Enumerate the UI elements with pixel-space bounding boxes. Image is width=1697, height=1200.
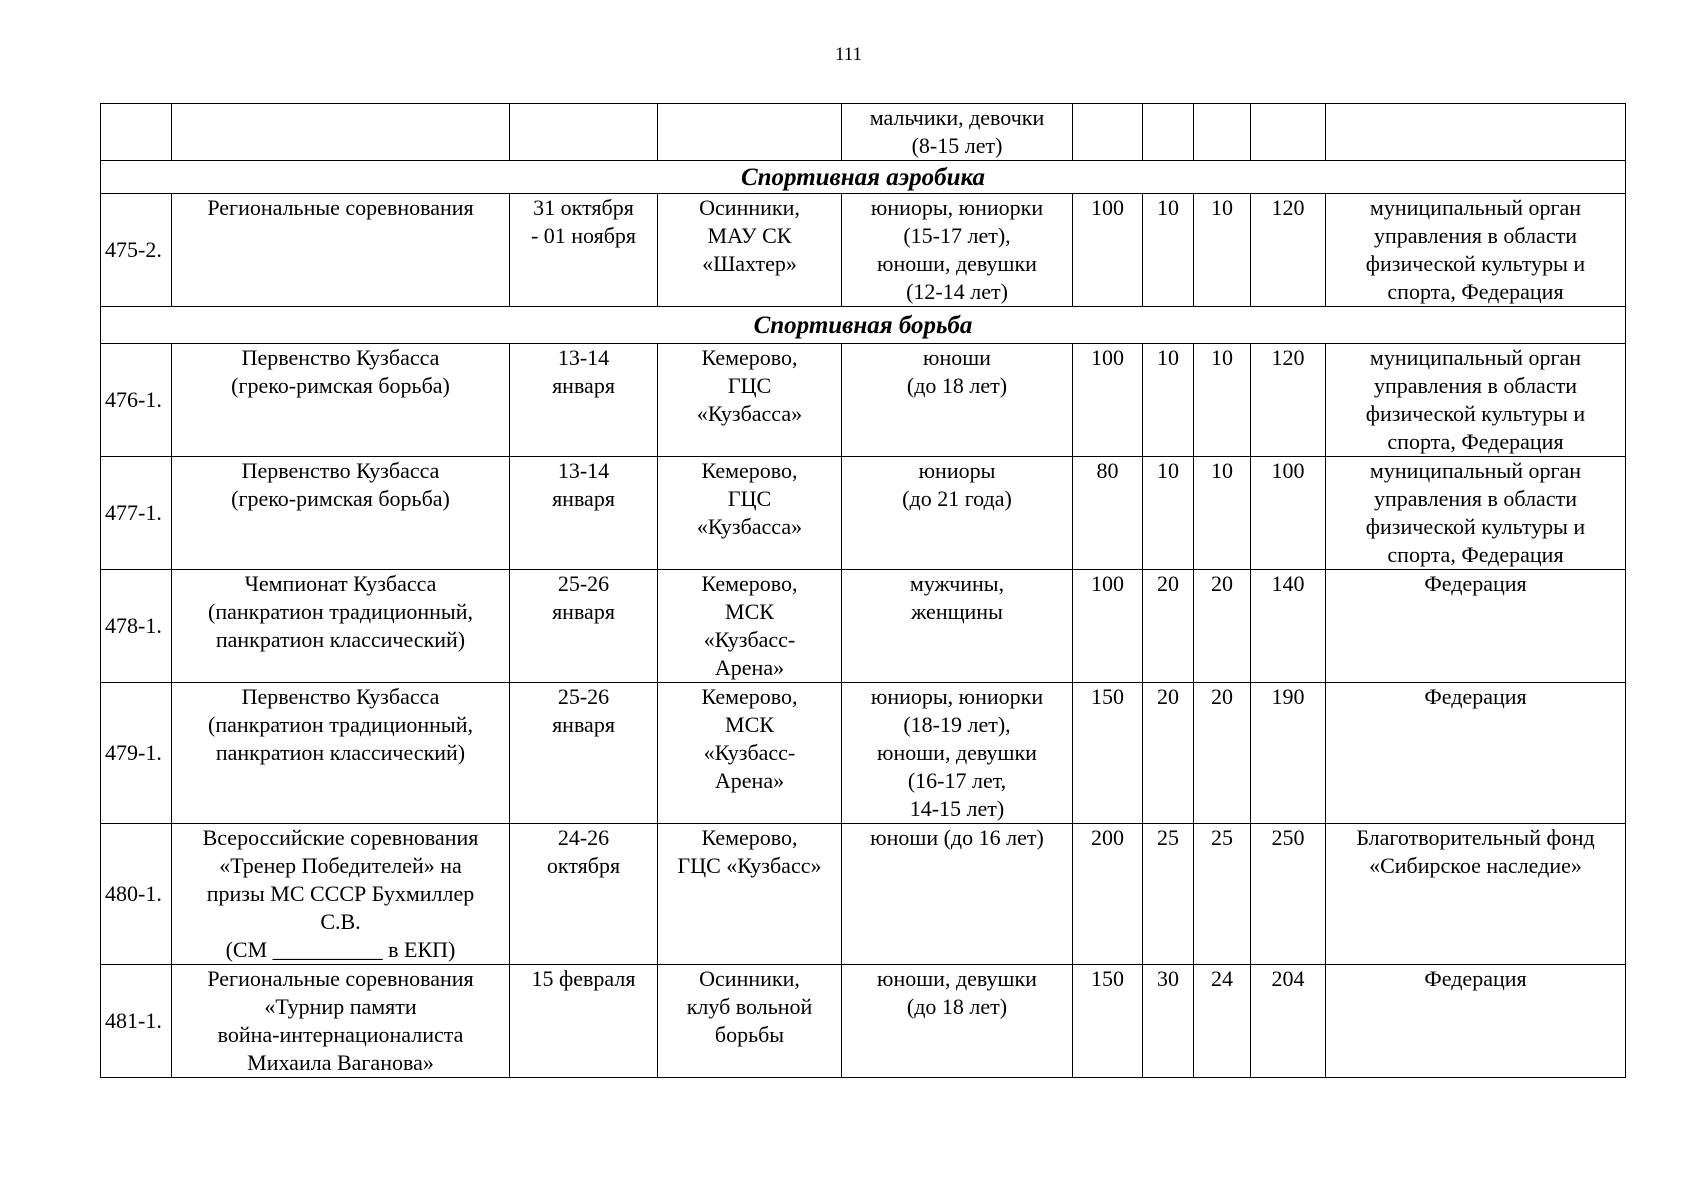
cell-name [172,683,510,824]
cell-count: 25 [1143,824,1194,965]
cell-count: 10 [1194,344,1251,457]
cell-participants [842,344,1073,457]
cell-org [1326,965,1626,1078]
org-line: физической культуры и [1365,514,1586,539]
place-line: «Кузбасс- [703,627,796,652]
table-body [101,104,1626,1078]
cell-place [658,824,842,965]
name-line: Региональные соревнования [207,966,474,991]
cell-place [658,457,842,570]
cell-num: 477-1. [101,457,172,570]
name-line: призы МС СССР Бухмиллер [206,881,475,906]
cell-name [172,104,510,161]
date-line: января [552,486,615,511]
cell-place [658,570,842,683]
org-line: Благотворительный фонд [1356,825,1595,850]
event-row [101,194,1626,307]
org-line: спорта, Федерация [1387,429,1564,454]
date-line: 24-26 [557,825,610,850]
participants-line: (15-17 лет), [903,223,1011,248]
name-line: Первенство Кузбасса [241,684,440,709]
cell-count: 200 [1073,824,1143,965]
cell-name [172,344,510,457]
name-line: война-интернационалиста [217,1022,464,1047]
date-line: января [552,599,615,624]
cell-num: 479-1. [101,683,172,824]
cell-org [1326,570,1626,683]
name-line: «Турнир памяти [264,994,417,1019]
cell-count: 150 [1073,965,1143,1078]
place-line: Осинники, [699,966,800,991]
cell-count: 20 [1194,570,1251,683]
cell-count: 20 [1143,683,1194,824]
cell-place [658,194,842,307]
date-line: - 01 ноября [530,223,637,248]
continuation-row [101,104,1626,161]
name-line: Всероссийские соревнования [202,825,479,850]
org-line: физической культуры и [1365,401,1586,426]
org-line: «Сибирское наследие» [1369,853,1582,878]
cell-count: 24 [1194,965,1251,1078]
name-line: (панкратион традиционный, [208,712,473,737]
date-line: 25-26 [557,571,610,596]
cell-participants [842,683,1073,824]
place-line: ГЦС «Кузбасс» [677,853,822,878]
section-header-row [101,161,1626,194]
cell-count: 20 [1143,570,1194,683]
cell-count: 100 [1073,344,1143,457]
cell-total: 120 [1251,344,1326,457]
cell-place [658,965,842,1078]
name-line: панкратион классический) [215,740,466,765]
cell-participants [842,570,1073,683]
cell-org [1326,194,1626,307]
cell-count: 20 [1194,683,1251,824]
cell-num: 481-1. [101,965,172,1078]
date-line: 25-26 [557,684,610,709]
cell-num: 480-1. [101,824,172,965]
page-number: 111 [834,44,863,65]
event-row [101,965,1626,1078]
name-line: (панкратион традиционный, [208,599,473,624]
participants-line: (до 18 лет) [906,373,1008,398]
date-line: января [552,373,615,398]
event-row [101,457,1626,570]
cell-place [658,683,842,824]
place-line: «Кузбасс- [703,740,796,765]
cell-place [658,104,842,161]
cell-date [510,570,658,683]
name-line: Михаила Ваганова» [247,1050,434,1075]
date-line: 31 октября [533,195,634,220]
name-line: (греко-римская борьба) [231,486,450,511]
place-line: МАУ СК [707,223,792,248]
participants-line: (16-17 лет, [907,768,1007,793]
event-row [101,683,1626,824]
place-line: Кемерово, [701,684,798,709]
cell-num: 475-2. [101,194,172,307]
participants-line: (до 21 года) [902,486,1012,511]
cell-org [1326,824,1626,965]
section-header-row [101,307,1626,344]
cell-num: 478-1. [101,570,172,683]
org-line: управления в области [1374,223,1577,248]
date-line: октября [546,853,621,878]
place-line: борьбы [714,1022,785,1047]
participants-line: мальчики, девочки [869,105,1045,130]
cell-count: 10 [1194,194,1251,307]
cell-total: 204 [1251,965,1326,1078]
org-line: Федерация [1424,571,1527,596]
cell-total: 100 [1251,457,1326,570]
place-line: «Кузбасса» [696,401,803,426]
cell-date [510,344,658,457]
participants-line: (18-19 лет), [903,712,1011,737]
cell-count: 150 [1073,683,1143,824]
org-line: физической культуры и [1365,251,1586,276]
org-line: спорта, Федерация [1387,279,1564,304]
name-line: С.В. [320,909,361,934]
cell-count: 25 [1194,824,1251,965]
cell-participants [842,824,1073,965]
place-line: ГЦС [727,486,772,511]
org-line: муниципальный орган [1369,345,1582,370]
participants-line: юниоры, юниорки [870,684,1044,709]
cell-org [1326,104,1626,161]
participants-line: юноши, девушки [877,966,1037,991]
org-line: управления в области [1374,373,1577,398]
cell-count: 100 [1073,194,1143,307]
cell-participants [842,104,1073,161]
name-line: Первенство Кузбасса [241,458,440,483]
org-line: Федерация [1424,684,1527,709]
date-line: 15 февраля [531,966,636,991]
cell-count [1143,104,1194,161]
event-row [101,824,1626,965]
place-line: Арена» [714,768,785,793]
cell-date [510,824,658,965]
place-line: «Шахтер» [702,251,797,276]
cell-org [1326,457,1626,570]
cell-participants [842,965,1073,1078]
place-line: Кемерово, [701,571,798,596]
cell-place [658,344,842,457]
name-line: панкратион классический) [215,627,466,652]
cell-org [1326,344,1626,457]
cell-num: 476-1. [101,344,172,457]
place-line: Арена» [714,655,785,680]
cell-total: 250 [1251,824,1326,965]
date-line: 13-14 [557,345,610,370]
name-line: (греко-римская борьба) [231,373,450,398]
place-line: МСК [725,599,774,624]
participants-line: юноши, девушки [877,251,1037,276]
place-line: Кемерово, [701,825,798,850]
cell-date [510,457,658,570]
participants-line: (до 18 лет) [906,994,1008,1019]
name-line: Чемпионат Кузбасса [244,571,437,596]
participants-line: юниоры [918,458,996,483]
org-line: Федерация [1424,966,1527,991]
name-line: Первенство Кузбасса [241,345,440,370]
cell-count [1251,104,1326,161]
participants-line: (12-14 лет) [906,279,1008,304]
place-line: ГЦС [727,373,772,398]
cell-name [172,824,510,965]
participants-line: юноши, девушки [877,740,1037,765]
cell-date [510,104,658,161]
cell-count: 80 [1073,457,1143,570]
place-line: Осинники, [699,195,800,220]
cell-count [1194,104,1251,161]
place-line: Кемерово, [701,458,798,483]
org-line: спорта, Федерация [1387,542,1564,567]
cell-org [1326,683,1626,824]
cell-name [172,965,510,1078]
event-row [101,344,1626,457]
participants-line: юноши [923,345,991,370]
cell-count: 10 [1143,457,1194,570]
participants-line: мужчины, [909,571,1005,596]
name-line: (СМ __________ в ЕКП) [225,937,456,962]
cell-count: 10 [1143,194,1194,307]
cell-date [510,683,658,824]
participants-line: юниоры, юниорки [870,195,1044,220]
events-table [100,103,1626,1078]
participants-line: 14-15 лет) [909,796,1005,821]
org-line: управления в области [1374,486,1577,511]
org-line: муниципальный орган [1369,458,1582,483]
org-line: муниципальный орган [1369,195,1582,220]
cell-date [510,194,658,307]
cell-num [101,104,172,161]
name-line: Региональные соревнования [207,195,474,220]
section-title: Спортивная аэробика [101,161,1626,194]
cell-total: 140 [1251,570,1326,683]
cell-participants [842,194,1073,307]
place-line: клуб вольной [686,994,813,1019]
event-row [101,570,1626,683]
place-line: «Кузбасса» [696,514,803,539]
cell-count: 100 [1073,570,1143,683]
cell-participants [842,457,1073,570]
cell-total: 120 [1251,194,1326,307]
cell-name [172,194,510,307]
name-line: «Тренер Победителей» на [219,853,462,878]
cell-count [1073,104,1143,161]
cell-name [172,457,510,570]
date-line: января [552,712,615,737]
place-line: МСК [725,712,774,737]
participants-line: (8-15 лет) [911,133,1003,158]
cell-count: 10 [1194,457,1251,570]
cell-count: 10 [1143,344,1194,457]
cell-name [172,570,510,683]
participants-line: женщины [911,599,1003,624]
cell-date [510,965,658,1078]
cell-count: 30 [1143,965,1194,1078]
section-title: Спортивная борьба [101,307,1626,344]
cell-total: 190 [1251,683,1326,824]
participants-line: юноши (до 16 лет) [870,825,1044,850]
place-line: Кемерово, [701,345,798,370]
date-line: 13-14 [557,458,610,483]
